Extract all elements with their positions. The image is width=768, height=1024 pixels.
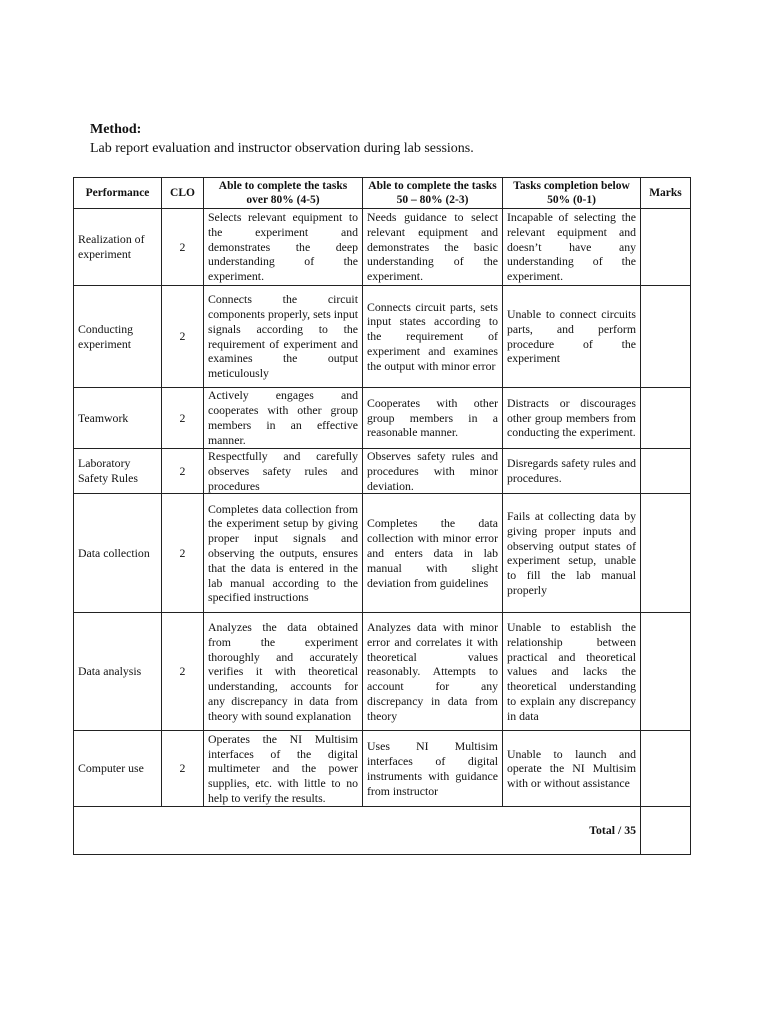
row-marks[interactable] <box>641 731 691 807</box>
row-clo: 2 <box>162 388 204 449</box>
header-performance: Performance <box>74 178 162 209</box>
row-clo: 2 <box>162 494 204 613</box>
header-row <box>74 178 691 209</box>
method-heading: Method: <box>90 122 142 137</box>
row-performance: Laboratory Safety Rules <box>74 449 162 494</box>
row-level-high: Actively engages and cooperates with other group members in an effective manner. <box>204 388 363 449</box>
row-level-low: Unable to connect circuits parts, and perform procedure of the experiment <box>503 286 641 388</box>
row-marks[interactable] <box>641 388 691 449</box>
row-marks[interactable] <box>641 613 691 731</box>
row-clo: 2 <box>162 209 204 286</box>
row-level-low: Distracts or discourages other group members from conducting the experiment. <box>503 388 641 449</box>
row-level-high: Completes data collection from the experiment setup by giving proper input signals and observing the outputs, ensures that the data is entered in the lab manual according to the specified instructions <box>204 494 363 613</box>
row-level-low: Unable to establish the relationship between practical and theoretical values and lacks the theoretical understanding to explain any discrepancy in data <box>503 613 641 731</box>
row-level-mid: Cooperates with other group members in a reasonable manner. <box>363 388 503 449</box>
row-level-mid: Analyzes data with minor error and correlates it with theoretical values reasonably. Attempts to account for any discrepancy in data from theory <box>363 613 503 731</box>
row-performance: Data analysis <box>74 613 162 731</box>
row-performance: Computer use <box>74 731 162 807</box>
row-level-high: Respectfully and carefully observes safety rules and procedures <box>204 449 363 494</box>
row-level-low: Fails at collecting data by giving proper inputs and observing output states of experiment setup, unable to fill the lab manual properly <box>503 494 641 613</box>
row-marks[interactable] <box>641 209 691 286</box>
row-marks[interactable] <box>641 494 691 613</box>
row-clo: 2 <box>162 449 204 494</box>
table-row <box>74 286 691 388</box>
total-label: Total / 35 <box>74 807 641 855</box>
row-level-high: Analyzes the data obtained from the experiment thoroughly and accurately verifies it with theoretical understanding, accounts for any discrepancy in data from theory with sound explanation <box>204 613 363 731</box>
row-clo: 2 <box>162 613 204 731</box>
row-level-low: Disregards safety rules and procedures. <box>503 449 641 494</box>
row-marks[interactable] <box>641 449 691 494</box>
header-level-low: Tasks completion below 50% (0-1) <box>503 178 641 209</box>
row-clo: 2 <box>162 286 204 388</box>
table-row <box>74 731 691 807</box>
row-marks[interactable] <box>641 286 691 388</box>
row-performance: Realization of experiment <box>74 209 162 286</box>
header-marks: Marks <box>641 178 691 209</box>
row-level-low: Unable to launch and operate the NI Multisim with or without assistance <box>503 731 641 807</box>
row-performance: Conducting experiment <box>74 286 162 388</box>
row-level-low: Incapable of selecting the relevant equipment and doesn’t have any understanding of the experiment. <box>503 209 641 286</box>
method-section <box>90 122 474 158</box>
row-level-mid: Observes safety rules and procedures with minor deviation. <box>363 449 503 494</box>
rubric-table <box>73 177 691 855</box>
row-level-mid: Completes the data collection with minor error and enters data in lab manual with slight deviation from guidelines <box>363 494 503 613</box>
total-marks[interactable] <box>641 807 691 855</box>
row-level-mid: Needs guidance to select relevant equipment and demonstrates the basic understanding of the experiment. <box>363 209 503 286</box>
table-row <box>74 613 691 731</box>
row-level-mid: Connects circuit parts, sets input states according to the requirement of experiment and examines the output with minor error <box>363 286 503 388</box>
header-level-mid: Able to complete the tasks 50 – 80% (2-3) <box>363 178 503 209</box>
table-row <box>74 209 691 286</box>
row-performance: Teamwork <box>74 388 162 449</box>
table-row <box>74 494 691 613</box>
row-level-high: Operates the NI Multisim interfaces of the digital multimeter and the power supplies, etc. with little to no help to verify the results. <box>204 731 363 807</box>
total-row <box>74 807 691 855</box>
header-level-high: Able to complete the tasks over 80% (4-5) <box>204 178 363 209</box>
row-level-high: Selects relevant equipment to the experiment and demonstrates the deep understanding of the experiment. <box>204 209 363 286</box>
row-level-mid: Uses NI Multisim interfaces of digital instruments with guidance from instructor <box>363 731 503 807</box>
table-row <box>74 449 691 494</box>
row-clo: 2 <box>162 731 204 807</box>
header-clo: CLO <box>162 178 204 209</box>
row-performance: Data collection <box>74 494 162 613</box>
row-level-high: Connects the circuit components properly, sets input signals according to the requirement of experiment and examines the output meticulously <box>204 286 363 388</box>
method-description: Lab report evaluation and instructor observation during lab sessions. <box>90 141 474 156</box>
table-row <box>74 388 691 449</box>
